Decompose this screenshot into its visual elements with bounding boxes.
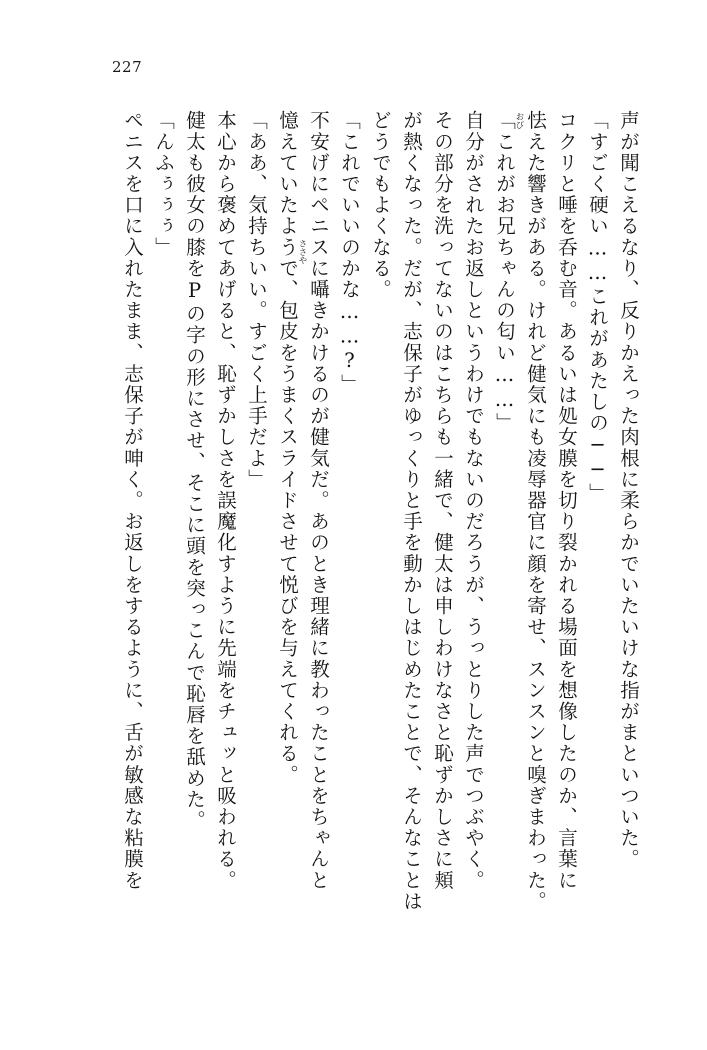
text-line: 憶えていたようで、包皮をうまくスライドさせて悦びを与えてくれる。 bbox=[276, 110, 299, 786]
text-line: 自分がされたお返しというわけでもないのだろうが、うっとりした声でつぶやく。 bbox=[462, 110, 485, 891]
text-line: その部分を洗ってないのはこちらも一緒で、健太は申しわけなさと恥ずかしさに頬 bbox=[431, 110, 454, 891]
text-line: 「ああ、気持ちいい。すごく上手だよ」 bbox=[245, 110, 268, 490]
ruby-annotation bbox=[297, 236, 330, 265]
text-line: 「すごく硬い……これがあたしの──」 bbox=[586, 110, 609, 504]
text-line: コクリと唾を呑む音。あるいは処女膜を切り裂かれる場面を想像したのか、言葉に bbox=[555, 110, 578, 891]
text-line: どうでもよくなる。 bbox=[369, 110, 392, 300]
text-line: 声が聞こえるなり、反りかえった肉根に柔らかでいたいけな指がまといついた。 bbox=[617, 110, 640, 870]
ruby-text: ささや bbox=[297, 238, 307, 265]
ruby-base: 怯 bbox=[524, 110, 547, 132]
ruby-text: おび bbox=[514, 112, 524, 129]
text-line: が熱くなった。だが、志保子がゆっくりと手を動かしはじめたことで、そんなことは bbox=[400, 110, 423, 912]
vertical-text-body bbox=[78, 110, 638, 950]
page-number: 227 bbox=[112, 58, 143, 76]
text-line: 「これがお兄ちゃんの匂い……」 bbox=[493, 110, 516, 434]
ruby-base: ス bbox=[307, 236, 330, 258]
text-line: 健太も彼女の膝をPの字の形にさせ、そこに頭を突っこんで恥唇を舐めた。 bbox=[183, 110, 206, 831]
text-line: 怯 おび えた響きがある。けれど健気にも凌辱器官に顔を寄せ、スンスンと嗅ぎまわった。 bbox=[514, 110, 547, 912]
ruby-annotation bbox=[514, 110, 547, 132]
text-line: 「んふぅぅぅ」 bbox=[152, 110, 175, 258]
text-line: 不安げにペニス ささや に囁きかけるのが健気だ。あのとき理緒に教わったことをちゃんと bbox=[297, 110, 330, 891]
text-line: 「これでいいのかな……?」 bbox=[338, 110, 361, 395]
text-line: ペニスを口に入れたまま、志保子が呻く。お返しをするように、舌が敏感な粘膜を bbox=[121, 110, 144, 891]
text-line: 本心から褒めてあげると、恥ずかしさを誤魔化すように先端をチュッと吸われる。 bbox=[214, 110, 237, 891]
